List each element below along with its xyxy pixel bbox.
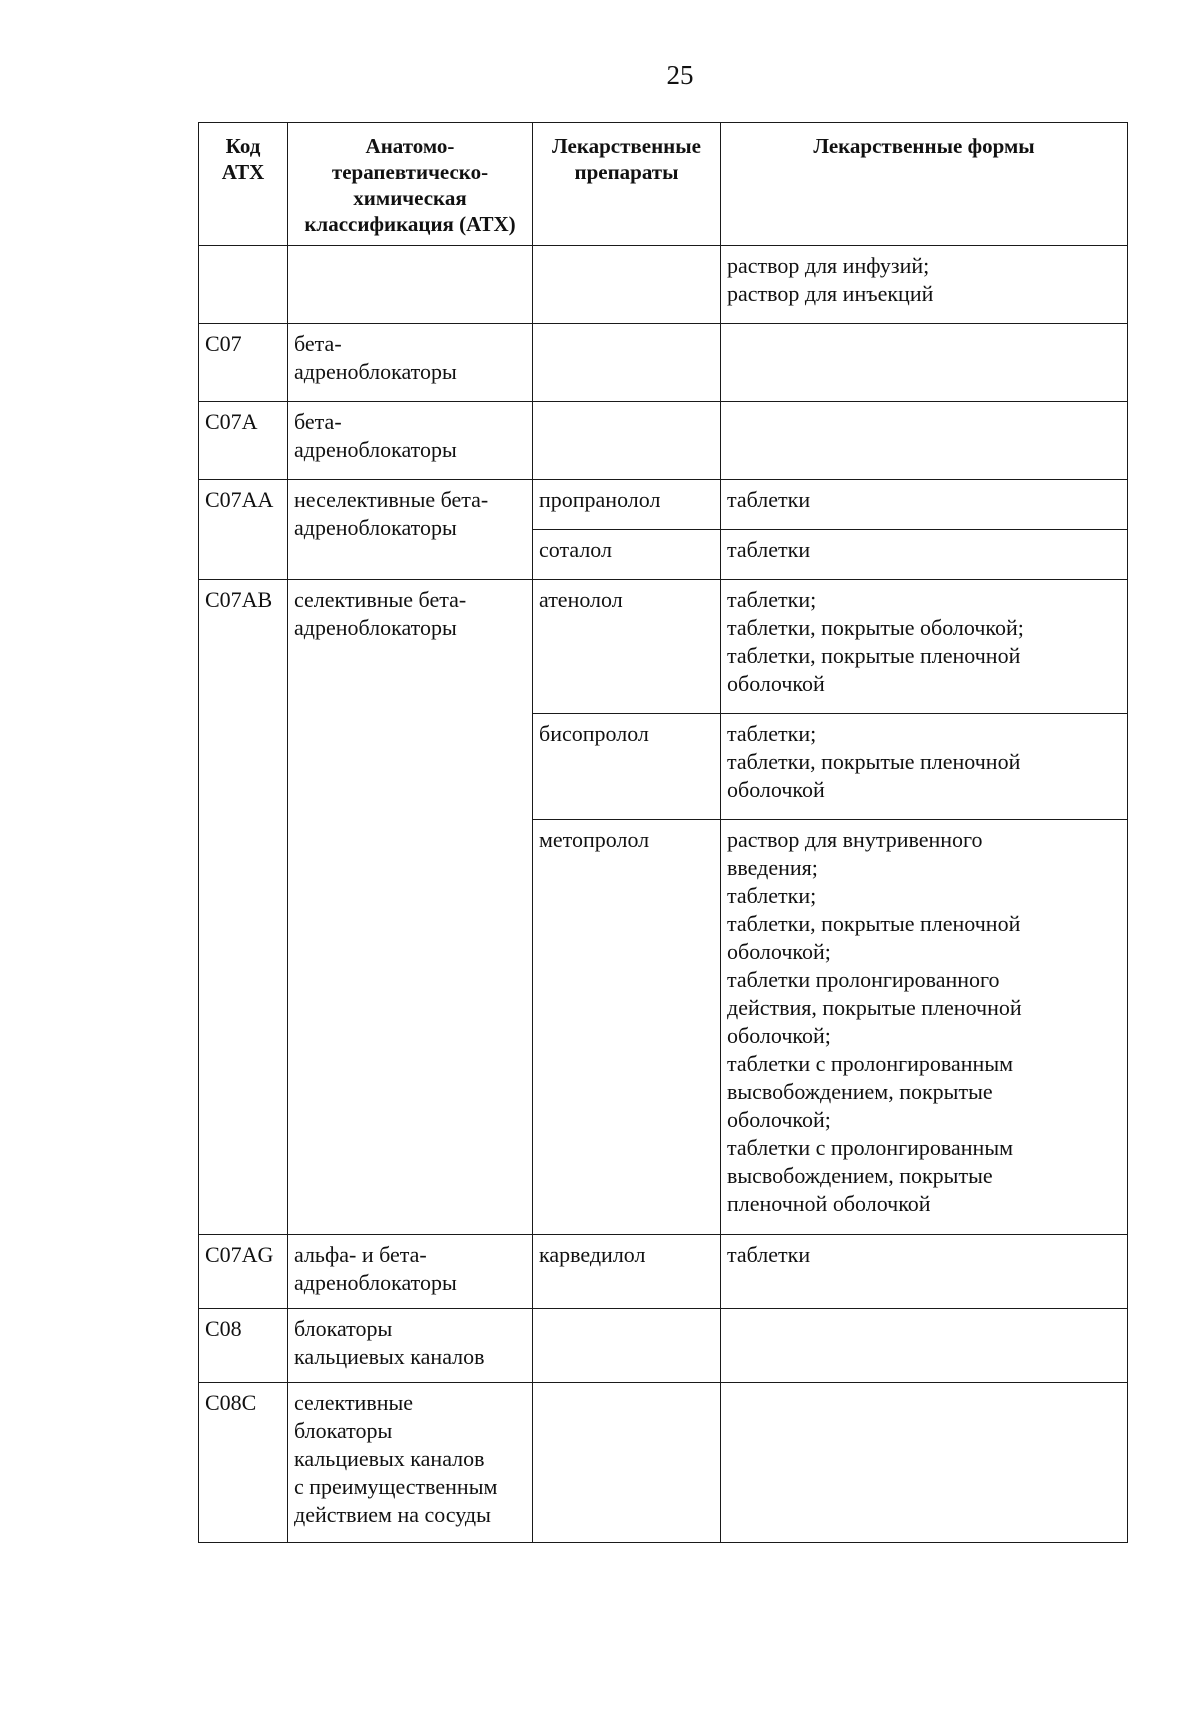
cell-forms xyxy=(721,402,1128,480)
table-row xyxy=(199,580,1128,714)
cell-forms: таблетки xyxy=(721,1235,1128,1309)
cell-classification: неселективные бета- адреноблокаторы xyxy=(288,480,533,580)
cell-code: C07 xyxy=(199,324,288,402)
table-row xyxy=(199,1383,1128,1543)
cell-classification: бета- адреноблокаторы xyxy=(288,324,533,402)
cell-classification: блокаторы кальциевых каналов xyxy=(288,1309,533,1383)
table-row xyxy=(199,246,1128,324)
page-number: 25 xyxy=(666,60,694,90)
header-classification: Анатомо- терапевтическо- химическая классификация (АТХ) xyxy=(288,123,533,246)
cell-forms: таблетки xyxy=(721,480,1128,530)
cell-classification: бета- адреноблокаторы xyxy=(288,402,533,480)
cell-code: C07A xyxy=(199,402,288,480)
cell-drug xyxy=(533,324,721,402)
cell-forms xyxy=(721,1309,1128,1383)
table-header-row xyxy=(199,123,1128,246)
cell-classification: альфа- и бета- адреноблокаторы xyxy=(288,1235,533,1309)
cell-drug: соталол xyxy=(533,530,721,580)
cell-forms: таблетки; таблетки, покрытые оболочкой; таблетки, покрытые пленочной оболочкой xyxy=(721,580,1128,714)
atx-table xyxy=(198,122,1128,1543)
header-drugs: Лекарственные препараты xyxy=(533,123,721,246)
cell-code xyxy=(199,246,288,324)
cell-drug: бисопролол xyxy=(533,714,721,820)
cell-classification: селективные бета- адреноблокаторы xyxy=(288,580,533,1235)
cell-forms: таблетки; таблетки, покрытые пленочной оболочкой xyxy=(721,714,1128,820)
table-row xyxy=(199,480,1128,530)
cell-forms xyxy=(721,1383,1128,1543)
cell-classification xyxy=(288,246,533,324)
cell-code: C07AG xyxy=(199,1235,288,1309)
cell-drug xyxy=(533,402,721,480)
cell-code: C08 xyxy=(199,1309,288,1383)
cell-drug: карведилол xyxy=(533,1235,721,1309)
cell-code: C08C xyxy=(199,1383,288,1543)
cell-forms: раствор для инфузий; раствор для инъекций xyxy=(721,246,1128,324)
table-row xyxy=(199,1235,1128,1309)
cell-code: C07AA xyxy=(199,480,288,580)
cell-forms: таблетки xyxy=(721,530,1128,580)
header-code: Код АТХ xyxy=(199,123,288,246)
cell-drug xyxy=(533,246,721,324)
cell-code: C07AB xyxy=(199,580,288,1235)
cell-forms: раствор для внутривенного введения; таблетки; таблетки, покрытые пленочной оболочкой; таблетки пролонгированного действия, покрытые пленочной оболочкой; таблетки с пролонгированным высвобождением, покрытые оболочкой; таблетки с пролонгированным высвобождением, покрытые пленочной оболочкой xyxy=(721,820,1128,1235)
cell-drug: пропранолол xyxy=(533,480,721,530)
header-forms: Лекарственные формы xyxy=(721,123,1128,246)
table-row xyxy=(199,1309,1128,1383)
table-row xyxy=(199,402,1128,480)
table-row xyxy=(199,324,1128,402)
cell-classification: селективные блокаторы кальциевых каналов с преимущественным действием на сосуды xyxy=(288,1383,533,1543)
cell-forms xyxy=(721,324,1128,402)
cell-drug xyxy=(533,1383,721,1543)
cell-drug: метопролол xyxy=(533,820,721,1235)
cell-drug: атенолол xyxy=(533,580,721,714)
cell-drug xyxy=(533,1309,721,1383)
